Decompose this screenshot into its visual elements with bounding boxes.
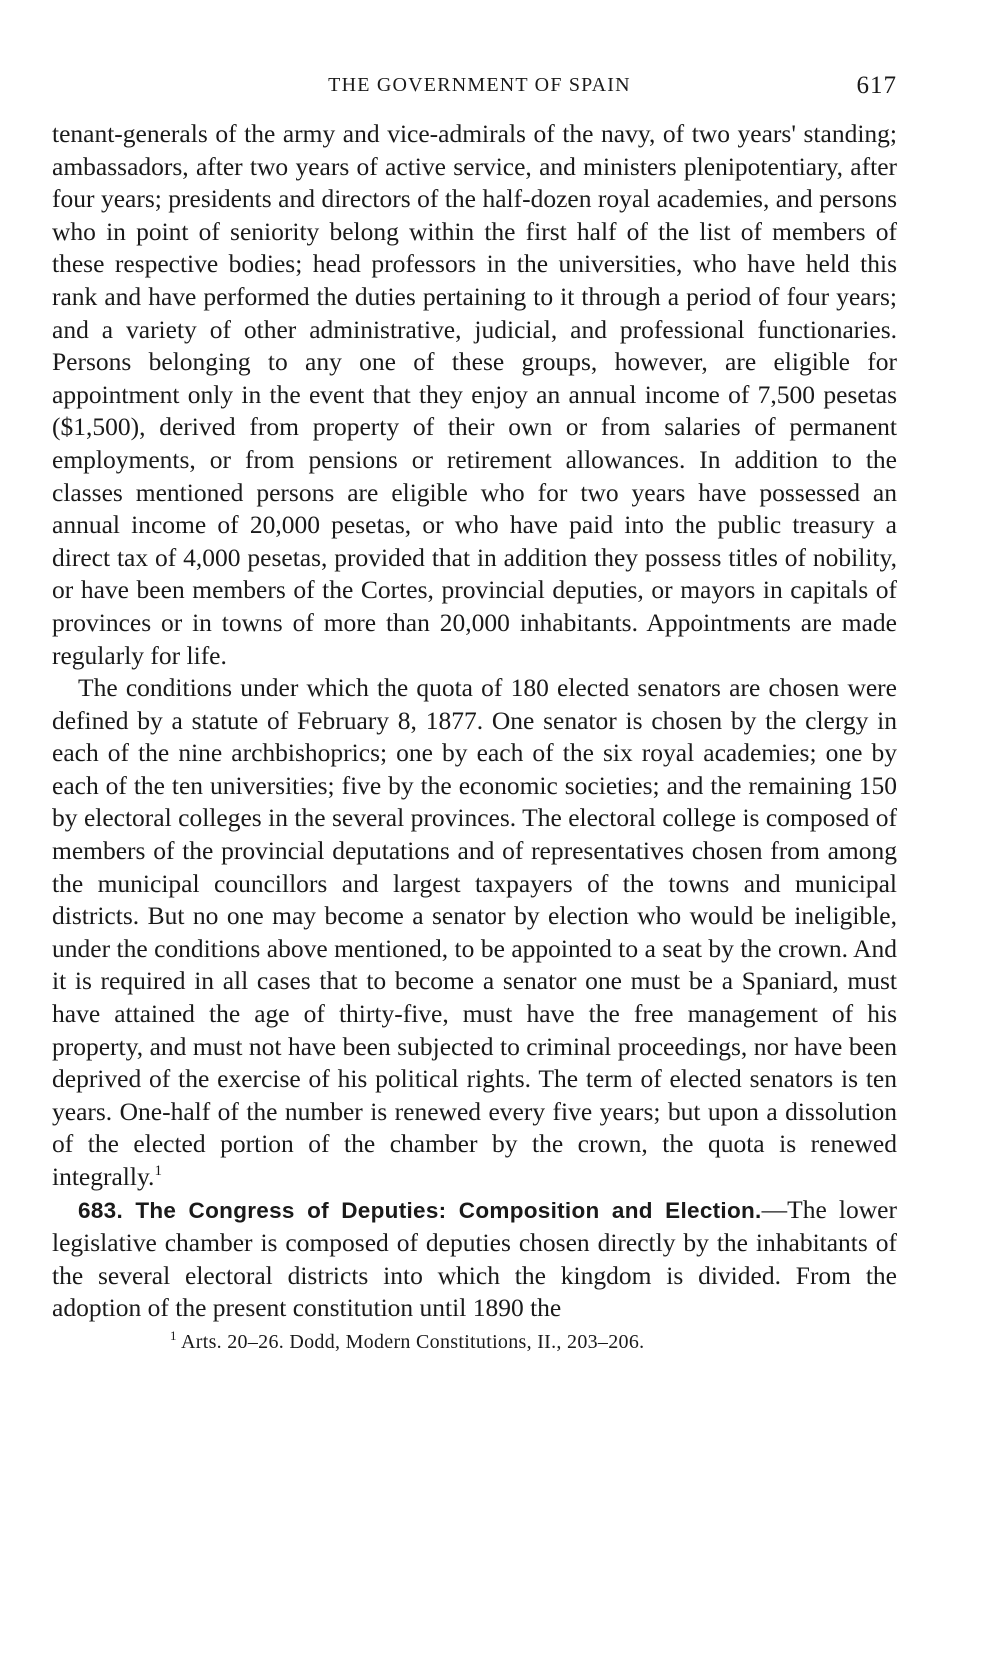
section-heading: 683. The Congress of Deputies: Composition and Election. — [78, 1197, 762, 1223]
paragraph-elected-senators — [52, 672, 897, 1194]
running-head — [52, 66, 897, 106]
footnote-reference[interactable]: 1 — [154, 1163, 162, 1179]
footnote-marker: 1 — [170, 1327, 177, 1343]
paragraph-text: —The lower legislative chamber is composed of deputies chosen directly by the inhabitants of the several electoral districts into which the kingdom is divided. From the adoption of the present constitution until 1890 the — [52, 1194, 897, 1323]
footnote-text: Arts. 20–26. Dodd, Modern Constitutions, II., 203–206. — [181, 1330, 645, 1353]
paragraph-text: The conditions under which the quota of 180 elected senators are chosen were defined by a statute of February 8, 1877. One senator is chosen by the clergy in each of the nine archbishoprics; one by each of the six royal academies; one by each of the ten universities; five by the economic societies; and the remaining 150 by electoral colleges in the several provinces. The electoral college is composed of members of the provincial deputations and of representatives chosen from among the municipal councillors and largest taxpayers of the towns and municipal districts. But no one may become a senator by election who would be ineligible, under the conditions above mentioned, to be appointed to a seat by the crown. And it is required in all cases that to become a senator one must be a Spaniard, must have attained the age of thirty-five, must have the free management of his property, and must not have been subjected to criminal proceedings, nor have been deprived of the exercise of his political rights. The term of elected senators is ten years. One-half of the number is renewed every five years; but upon a dissolution of the elected portion of the chamber by the crown, the quota is renewed integrally. — [52, 673, 897, 1191]
page-number: 617 — [856, 72, 897, 99]
footnote — [52, 1327, 897, 1354]
paragraph-text: tenant-generals of the army and vice-admirals of the navy, of two years' standing; ambassadors, after two years of active service, and ministers plenipotentiary, after four years; presidents and directors of the half-dozen royal academies, and persons who in point of seniority belong within the first half of the list of members of these respective bodies; head professors in the universities, who have held this rank and have performed the duties pertaining to it through a period of four years; and a variety of other administrative, judicial, and professional functionaries. Persons belonging to any one of these groups, however, are eligible for appointment only in the event that they enjoy an annual income of 7,500 pesetas ($1,500), derived from property of their own or from salaries of permanent employments, or from pensions or retirement allowances. In addition to the classes mentioned persons are eligible who for two years have possessed an annual income of 20,000 pesetas, or who have paid into the public treasury a direct tax of 4,000 pesetas, provided that in addition they possess titles of nobility, or have been members of the Cortes, provincial deputies, or mayors in capitals of provinces or in towns of more than 20,000 inhabitants. Appointments are made regularly for life. — [52, 119, 897, 670]
book-page — [52, 66, 897, 1354]
paragraph-congress-of-deputies — [52, 1194, 897, 1325]
paragraph-senate-appointees — [52, 118, 897, 672]
body-text — [52, 118, 897, 1325]
running-title: THE GOVERNMENT OF SPAIN — [328, 74, 631, 96]
